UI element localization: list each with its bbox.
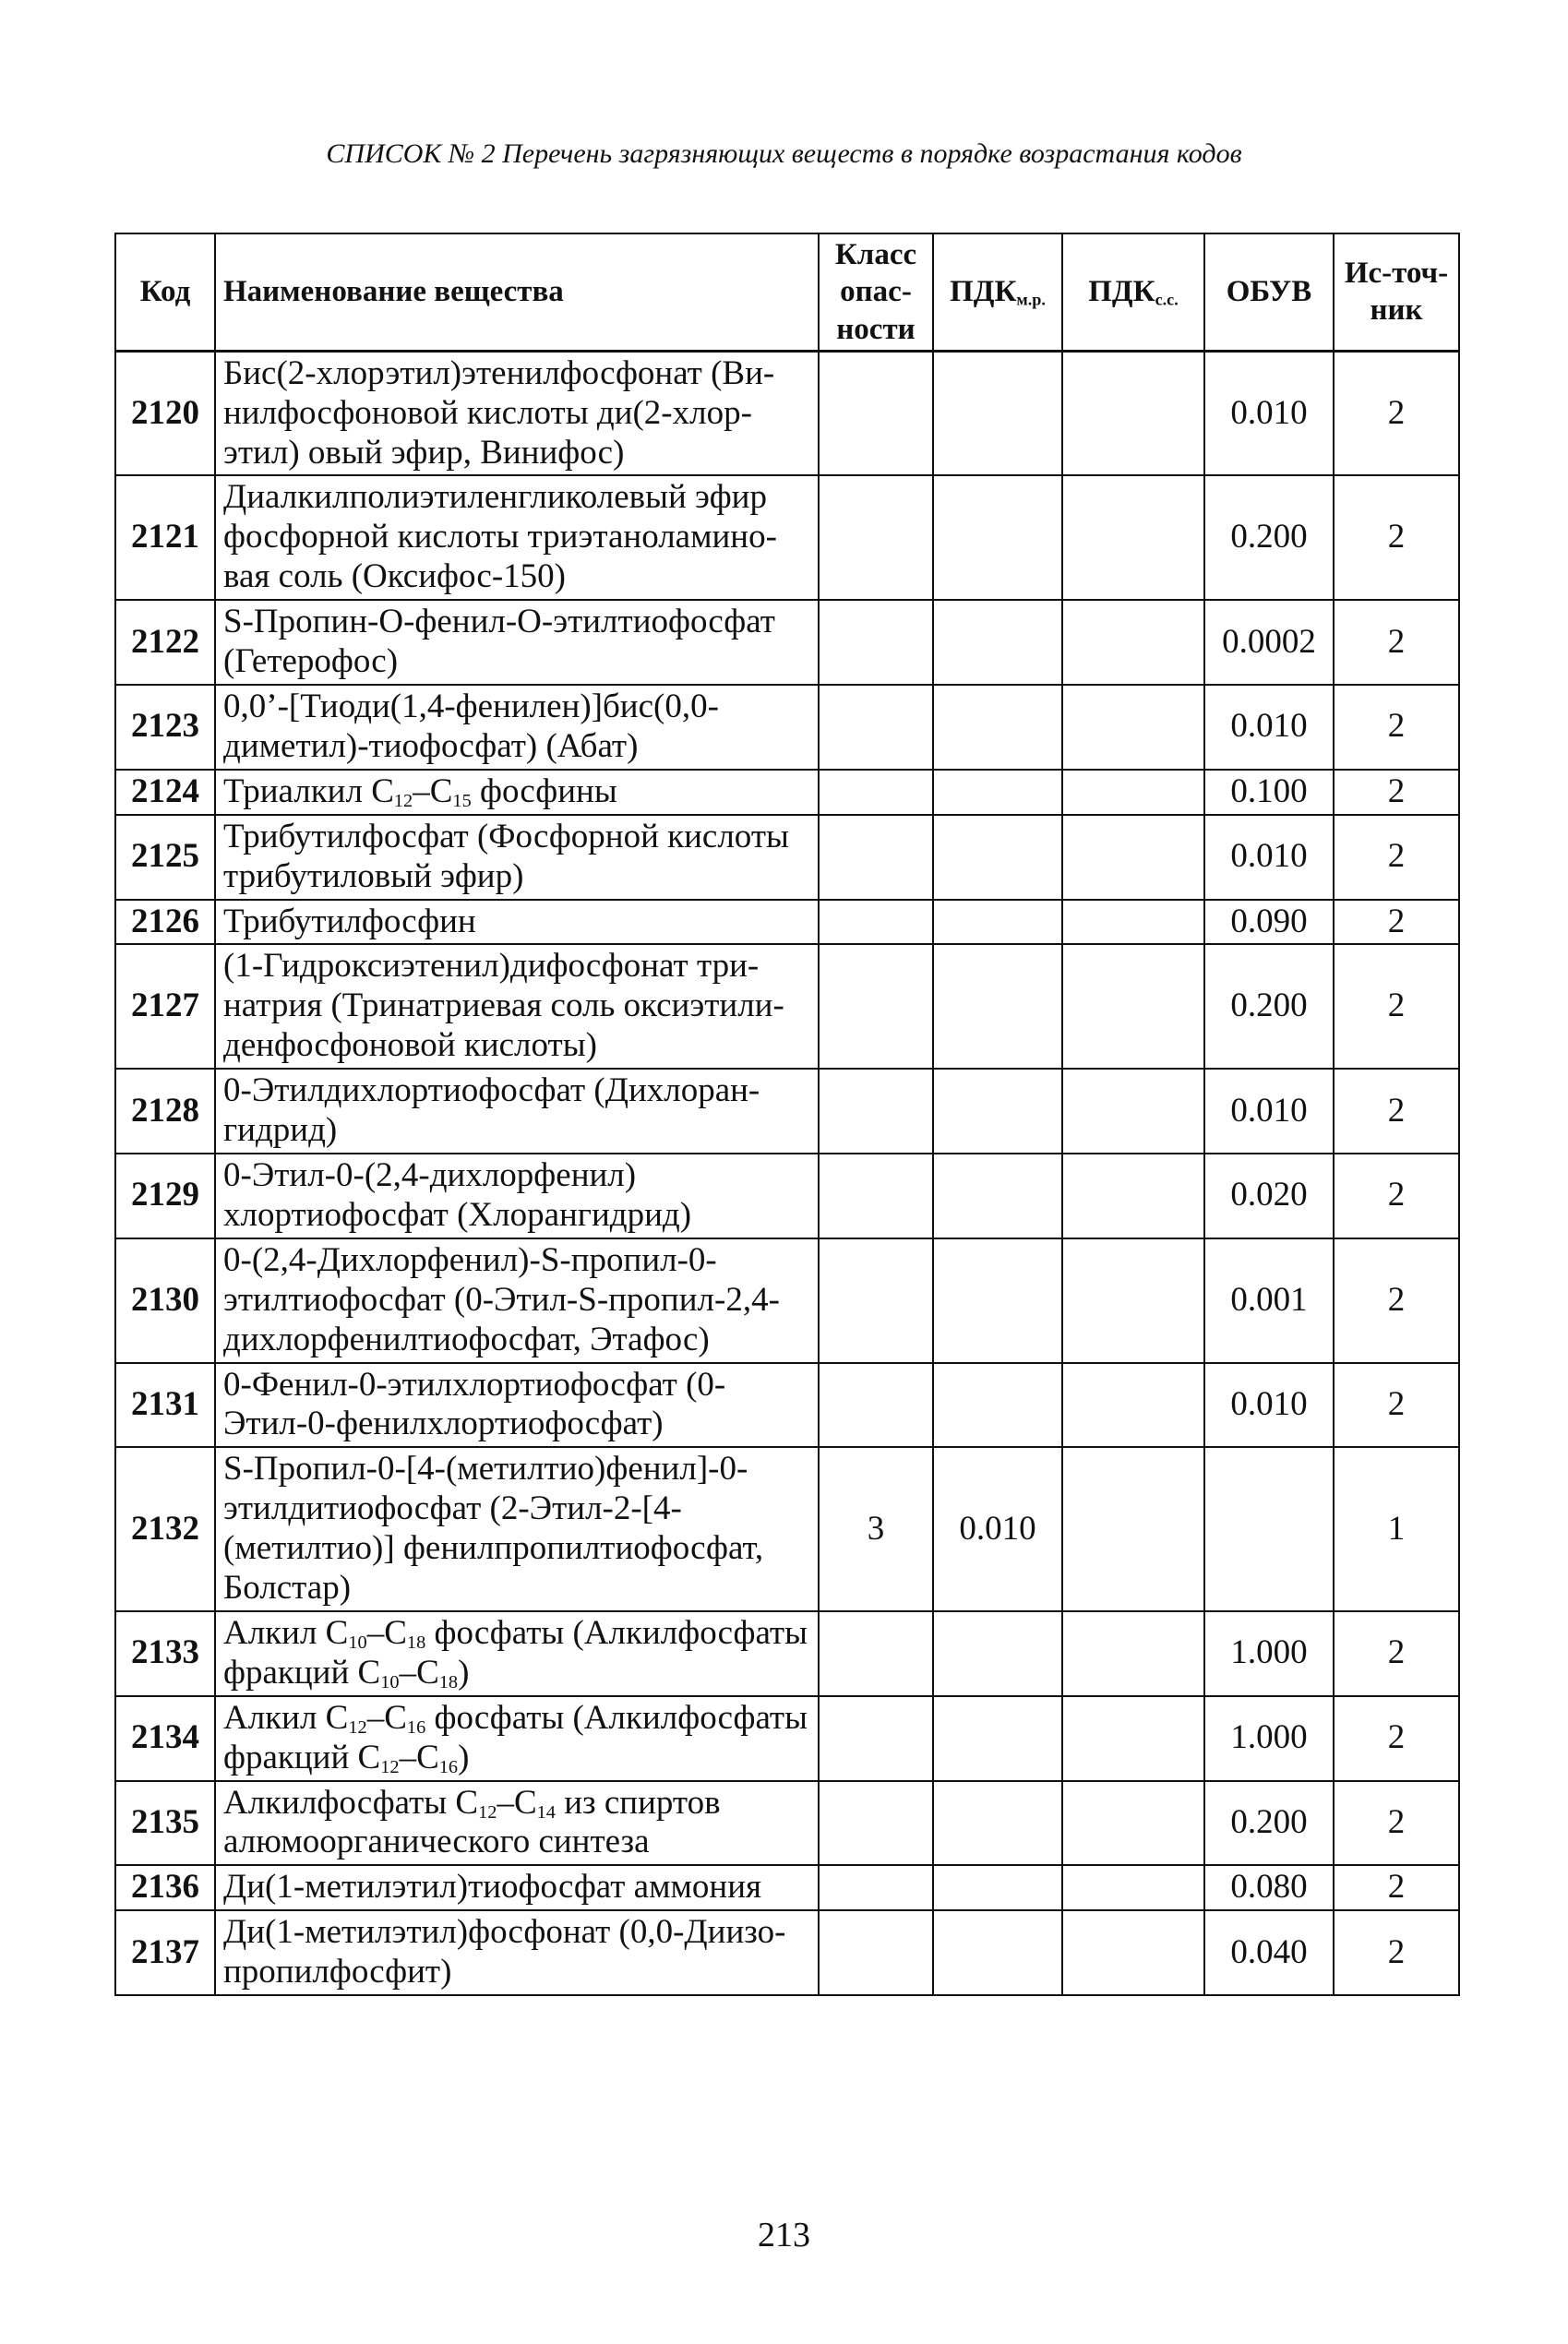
- cell-obuv: 0.010: [1204, 815, 1334, 900]
- cell-code: 2126: [115, 900, 215, 945]
- cell-name: (1-Гидроксиэтенил)дифосфонат три-натрия (Тринатриевая соль оксиэтили-денфосфоновой кислоты): [215, 944, 819, 1069]
- column-header-code: Код: [115, 233, 215, 351]
- table-row: [115, 351, 1459, 475]
- table-row: [115, 475, 1459, 600]
- cell-pdk-mr: [933, 1069, 1062, 1154]
- name-text: фосфаты (Алкилфосфаты фракций C: [223, 1613, 808, 1692]
- pdk-mr-base: ПДК: [950, 275, 1017, 309]
- cell-obuv: 0.200: [1204, 475, 1334, 600]
- cell-pdk-ss: [1062, 944, 1204, 1069]
- page-title: СПИСОК № 2 Перечень загрязняющих веществ в порядке возрастания кодов: [326, 138, 1242, 169]
- cell-code: 2127: [115, 944, 215, 1069]
- cell-name: 0-Этилдихлортиофосфат (Дихлоран-гидрид): [215, 1069, 819, 1154]
- cell-hazard-class: [819, 1611, 933, 1696]
- cell-name: Ди(1-метилэтил)тиофосфат аммония: [215, 1865, 819, 1910]
- cell-code: 2128: [115, 1069, 215, 1154]
- name-subscript: 10: [380, 1671, 400, 1692]
- cell-hazard-class: 3: [819, 1447, 933, 1611]
- cell-obuv: 0.010: [1204, 1069, 1334, 1154]
- cell-hazard-class: [819, 770, 933, 815]
- cell-pdk-mr: [933, 1154, 1062, 1238]
- table-row: [115, 944, 1459, 1069]
- cell-name: 0-(2,4-Дихлорфенил)-S-пропил-0-этилтиофосфат (0-Этил-S-пропил-2,4-дихлорфенилтиофосфат, Этафос): [215, 1238, 819, 1363]
- name-text: ): [458, 1653, 470, 1692]
- cell-pdk-ss: [1062, 1910, 1204, 1995]
- cell-code: 2129: [115, 1154, 215, 1238]
- cell-source: 2: [1334, 685, 1459, 770]
- cell-source: 2: [1334, 600, 1459, 685]
- name-subscript: 12: [380, 1756, 400, 1777]
- name-text: Алкил C: [223, 1698, 349, 1737]
- cell-pdk-ss: [1062, 351, 1204, 475]
- cell-obuv: 0.020: [1204, 1154, 1334, 1238]
- cell-source: 2: [1334, 770, 1459, 815]
- name-subscript: 18: [406, 1632, 426, 1654]
- cell-source: 2: [1334, 1781, 1459, 1866]
- cell-code: 2130: [115, 1238, 215, 1363]
- cell-hazard-class: [819, 1154, 933, 1238]
- substances-table: [114, 233, 1460, 1996]
- cell-obuv: 0.001: [1204, 1238, 1334, 1363]
- cell-source: 2: [1334, 1611, 1459, 1696]
- cell-name: Ди(1-метилэтил)фосфонат (0,0-Диизо-пропилфосфит): [215, 1910, 819, 1995]
- cell-name: [215, 1781, 819, 1866]
- cell-obuv: 0.080: [1204, 1865, 1334, 1910]
- cell-obuv: 1.000: [1204, 1611, 1334, 1696]
- table-row: [115, 1069, 1459, 1154]
- cell-pdk-ss: [1062, 1447, 1204, 1611]
- cell-hazard-class: [819, 1696, 933, 1781]
- cell-hazard-class: [819, 1238, 933, 1363]
- cell-pdk-ss: [1062, 770, 1204, 815]
- cell-source: 2: [1334, 1865, 1459, 1910]
- cell-name: [215, 1611, 819, 1696]
- cell-pdk-ss: [1062, 1069, 1204, 1154]
- cell-name: Бис(2-хлорэтил)этенилфосфонат (Ви-нилфосфоновой кислоты ди(2-хлор-этил) овый эфир, Винифос): [215, 351, 819, 475]
- table-header-row: [115, 233, 1459, 351]
- name-subscript: 12: [348, 1716, 367, 1738]
- cell-code: 2133: [115, 1611, 215, 1696]
- cell-hazard-class: [819, 1363, 933, 1448]
- cell-obuv: 0.010: [1204, 685, 1334, 770]
- cell-code: 2132: [115, 1447, 215, 1611]
- table-row: [115, 900, 1459, 945]
- cell-code: 2123: [115, 685, 215, 770]
- cell-name: [215, 1696, 819, 1781]
- name-subscript: 16: [406, 1716, 426, 1738]
- cell-obuv: 0.100: [1204, 770, 1334, 815]
- cell-pdk-ss: [1062, 1238, 1204, 1363]
- table-row: [115, 1910, 1459, 1995]
- table-row: [115, 1154, 1459, 1238]
- table-row: [115, 1865, 1459, 1910]
- cell-name: 0-Этил-0-(2,4-дихлорфенил) хлортиофосфат (Хлорангидрид): [215, 1154, 819, 1238]
- column-header-name: Наименование вещества: [215, 233, 819, 351]
- cell-name: Трибутилфосфат (Фосфорной кислоты трибутиловый эфир): [215, 815, 819, 900]
- cell-code: 2124: [115, 770, 215, 815]
- name-text: Алкил C: [223, 1613, 349, 1652]
- cell-source: 2: [1334, 1154, 1459, 1238]
- cell-pdk-mr: [933, 815, 1062, 900]
- table-row: [115, 770, 1459, 815]
- table-row: [115, 815, 1459, 900]
- cell-code: 2135: [115, 1781, 215, 1866]
- name-subscript: 15: [452, 790, 472, 811]
- cell-pdk-ss: [1062, 685, 1204, 770]
- cell-obuv: 0.0002: [1204, 600, 1334, 685]
- cell-hazard-class: [819, 351, 933, 475]
- cell-pdk-ss: [1062, 475, 1204, 600]
- cell-pdk-mr: [933, 1363, 1062, 1448]
- cell-hazard-class: [819, 1910, 933, 1995]
- name-subscript: 10: [348, 1632, 367, 1654]
- cell-pdk-ss: [1062, 1865, 1204, 1910]
- cell-hazard-class: [819, 1865, 933, 1910]
- cell-source: 2: [1334, 351, 1459, 475]
- name-text: –C: [497, 1783, 537, 1822]
- cell-pdk-mr: [933, 1611, 1062, 1696]
- cell-obuv: 0.090: [1204, 900, 1334, 945]
- name-text: –C: [366, 1613, 407, 1652]
- cell-obuv: 0.040: [1204, 1910, 1334, 1995]
- table-row: [115, 600, 1459, 685]
- cell-source: 2: [1334, 1910, 1459, 1995]
- cell-source: 2: [1334, 1363, 1459, 1448]
- name-text: фосфаты (Алкилфосфаты фракций C: [223, 1698, 808, 1776]
- cell-obuv: 0.200: [1204, 1781, 1334, 1866]
- cell-hazard-class: [819, 815, 933, 900]
- cell-code: 2121: [115, 475, 215, 600]
- cell-pdk-ss: [1062, 600, 1204, 685]
- cell-hazard-class: [819, 475, 933, 600]
- table-row: [115, 1447, 1459, 1611]
- name-text: –C: [399, 1653, 439, 1692]
- column-header-source: Ис-точ-ник: [1334, 233, 1459, 351]
- name-text: ): [458, 1738, 470, 1776]
- cell-code: 2122: [115, 600, 215, 685]
- cell-pdk-mr: [933, 900, 1062, 945]
- table-row: [115, 1363, 1459, 1448]
- cell-pdk-mr: [933, 770, 1062, 815]
- cell-pdk-mr: 0.010: [933, 1447, 1062, 1611]
- cell-pdk-ss: [1062, 1363, 1204, 1448]
- cell-pdk-ss: [1062, 1781, 1204, 1866]
- cell-hazard-class: [819, 1069, 933, 1154]
- cell-pdk-mr: [933, 1910, 1062, 1995]
- cell-code: 2131: [115, 1363, 215, 1448]
- cell-obuv: 0.010: [1204, 1363, 1334, 1448]
- cell-source: 2: [1334, 944, 1459, 1069]
- column-header-pdk-ss: [1062, 233, 1204, 351]
- cell-name: Трибутилфосфин: [215, 900, 819, 945]
- table-row: [115, 1611, 1459, 1696]
- name-text: из спиртов алюмоорганического синтеза: [223, 1783, 721, 1861]
- name-subscript: 12: [393, 790, 413, 811]
- name-text: –C: [366, 1698, 407, 1737]
- cell-source: 2: [1334, 1696, 1459, 1781]
- cell-pdk-mr: [933, 600, 1062, 685]
- name-subscript: 12: [478, 1801, 497, 1823]
- name-text: фосфины: [471, 771, 617, 810]
- table-row: [115, 1238, 1459, 1363]
- pdk-ss-subscript: с.с.: [1155, 290, 1179, 309]
- cell-hazard-class: [819, 1781, 933, 1866]
- name-text: Алкилфосфаты C: [223, 1783, 479, 1822]
- name-text: Триалкил C: [223, 771, 394, 810]
- pdk-mr-subscript: м.р.: [1016, 290, 1046, 309]
- cell-source: 2: [1334, 1069, 1459, 1154]
- cell-name: S-Пропин-О-фенил-О-этилтиофосфат (Гетерофос): [215, 600, 819, 685]
- cell-hazard-class: [819, 685, 933, 770]
- cell-pdk-ss: [1062, 900, 1204, 945]
- column-header-pdk-mr: [933, 233, 1062, 351]
- cell-pdk-mr: [933, 351, 1062, 475]
- table-row: [115, 685, 1459, 770]
- cell-code: 2136: [115, 1865, 215, 1910]
- cell-pdk-mr: [933, 1781, 1062, 1866]
- name-subscript: 16: [438, 1756, 459, 1777]
- cell-obuv: 0.010: [1204, 351, 1334, 475]
- cell-pdk-ss: [1062, 1611, 1204, 1696]
- column-header-obuv: ОБУВ: [1204, 233, 1334, 351]
- table-row: [115, 1696, 1459, 1781]
- cell-pdk-mr: [933, 1696, 1062, 1781]
- cell-name: S-Пропил-0-[4-(метилтио)фенил]-0-этилдитиофосфат (2-Этил-2-[4-(метилтио)] фенилпропилтиофосфат, Болстар): [215, 1447, 819, 1611]
- cell-name: 0-Фенил-0-этилхлортиофосфат (0-Этил-0-фенилхлортиофосфат): [215, 1363, 819, 1448]
- cell-source: 2: [1334, 815, 1459, 900]
- cell-pdk-ss: [1062, 1154, 1204, 1238]
- cell-obuv: 0.200: [1204, 944, 1334, 1069]
- cell-pdk-mr: [933, 944, 1062, 1069]
- page-number: 213: [758, 2216, 810, 2254]
- cell-pdk-mr: [933, 475, 1062, 600]
- name-subscript: 14: [536, 1801, 556, 1823]
- cell-hazard-class: [819, 900, 933, 945]
- column-header-hazard-class: Класс опас-ности: [819, 233, 933, 351]
- cell-name: [215, 770, 819, 815]
- table-body: [115, 351, 1459, 1995]
- cell-source: 1: [1334, 1447, 1459, 1611]
- cell-code: 2134: [115, 1696, 215, 1781]
- cell-source: 2: [1334, 900, 1459, 945]
- table-row: [115, 1781, 1459, 1866]
- cell-code: 2137: [115, 1910, 215, 1995]
- cell-pdk-mr: [933, 685, 1062, 770]
- cell-obuv: 1.000: [1204, 1696, 1334, 1781]
- cell-name: 0,0’-[Тиоди(1,4-фенилен)]бис(0,0-диметил)-тиофосфат) (Абат): [215, 685, 819, 770]
- cell-name: Диалкилполиэтиленгликолевый эфир фосфорной кислоты триэтаноламино-вая соль (Оксифос-150): [215, 475, 819, 600]
- cell-code: 2125: [115, 815, 215, 900]
- cell-pdk-mr: [933, 1238, 1062, 1363]
- cell-hazard-class: [819, 600, 933, 685]
- cell-obuv: [1204, 1447, 1334, 1611]
- name-text: –C: [399, 1738, 439, 1776]
- cell-hazard-class: [819, 944, 933, 1069]
- cell-source: 2: [1334, 475, 1459, 600]
- cell-pdk-mr: [933, 1865, 1062, 1910]
- pdk-ss-base: ПДК: [1088, 275, 1155, 309]
- name-text: –C: [413, 771, 453, 810]
- cell-code: 2120: [115, 351, 215, 475]
- cell-source: 2: [1334, 1238, 1459, 1363]
- cell-pdk-ss: [1062, 1696, 1204, 1781]
- name-subscript: 18: [438, 1671, 459, 1692]
- cell-pdk-ss: [1062, 815, 1204, 900]
